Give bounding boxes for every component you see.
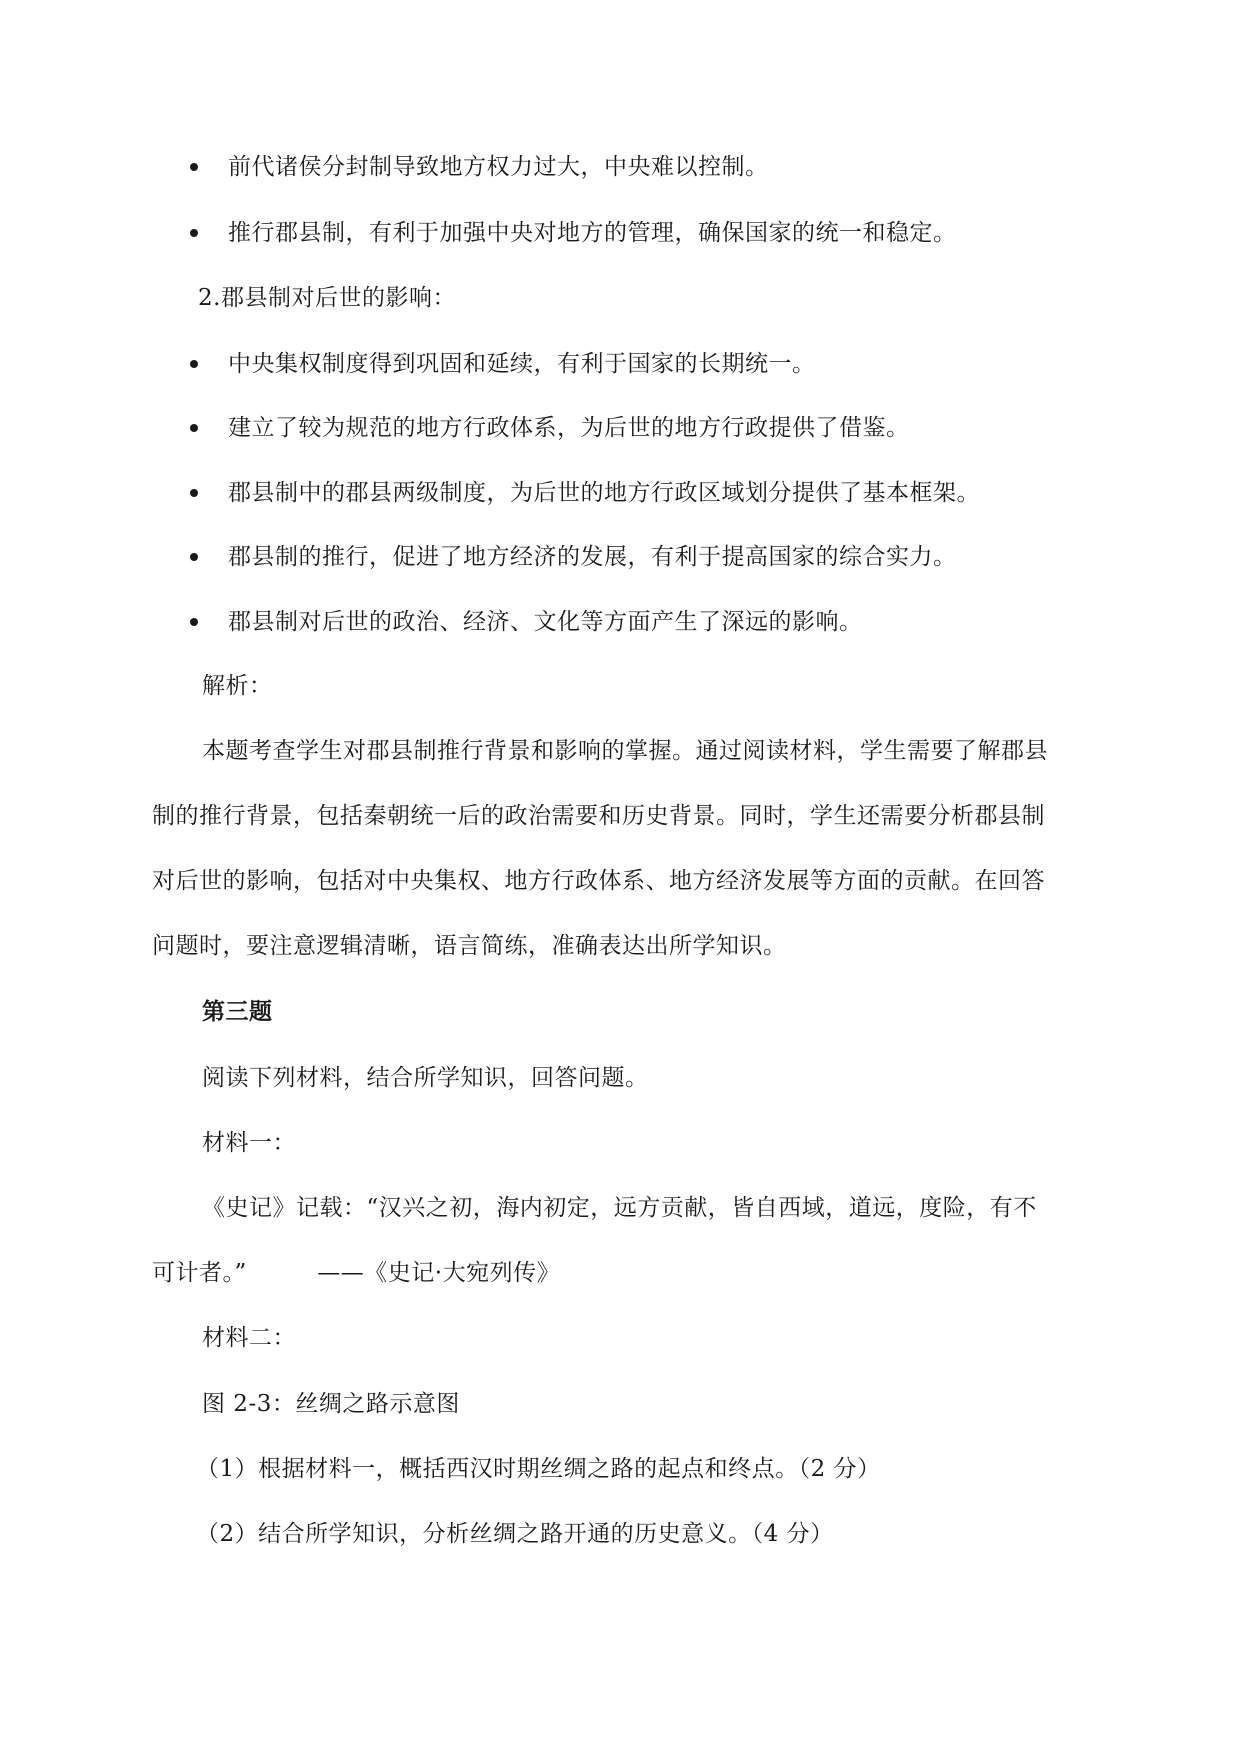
analysis-label: 解析： — [202, 673, 273, 699]
question-item: （2）结合所学知识，分析丝绸之路开通的历史意义。（4 分） — [196, 1521, 834, 1547]
bullet-icon — [190, 424, 198, 432]
question-title: 第三题 — [202, 998, 273, 1025]
material-text-line: 可计者。” ——《史记·大宛列传》 — [152, 1260, 561, 1286]
analysis-paragraph-line: 制的推行背景，包括秦朝统一后的政治需要和历史背景。同时，学生还需要分析郡县制 — [152, 803, 1045, 829]
question-intro: 阅读下列材料，结合所学知识，回答问题。 — [202, 1065, 649, 1091]
bullet-icon — [190, 618, 198, 626]
list-item-text: 建立了较为规范的地方行政体系，为后世的地方行政提供了借鉴。 — [228, 415, 910, 441]
analysis-paragraph-line: 本题考查学生对郡县制推行背景和影响的掌握。通过阅读材料，学生需要了解郡县 — [202, 738, 1048, 764]
list-item-text: 郡县制对后世的政治、经济、文化等方面产生了深远的影响。 — [228, 609, 863, 635]
bullet-icon — [190, 489, 198, 497]
list-item-text: 推行郡县制，有利于加强中央对地方的管理，确保国家的统一和稳定。 — [228, 220, 957, 246]
bullet-icon — [190, 163, 198, 171]
analysis-paragraph-line: 问题时，要注意逻辑清晰，语言简练，准确表达出所学知识。 — [152, 933, 787, 959]
bullet-icon — [190, 360, 198, 368]
question-item: （1）根据材料一，概括西汉时期丝绸之路的起点和终点。（2 分） — [196, 1456, 881, 1482]
material-text-line: 《史记》记载：“汉兴之初，海内初定，远方贡献，皆自西域，道远，度险，有不 — [202, 1195, 1037, 1221]
bullet-icon — [190, 553, 198, 561]
material-label: 材料一： — [202, 1130, 296, 1156]
section-heading: 2.郡县制对后世的影响： — [198, 285, 456, 311]
analysis-paragraph-line: 对后世的影响，包括对中央集权、地方行政体系、地方经济发展等方面的贡献。在回答 — [152, 868, 1045, 894]
list-item-text: 郡县制中的郡县两级制度，为后世的地方行政区域划分提供了基本框架。 — [228, 480, 980, 506]
list-item-text: 中央集权制度得到巩固和延续，有利于国家的长期统一。 — [228, 351, 816, 377]
list-item-text: 前代诸侯分封制导致地方权力过大，中央难以控制。 — [228, 154, 769, 180]
figure-caption: 图 2-3：丝绸之路示意图 — [202, 1391, 460, 1417]
list-item-text: 郡县制的推行，促进了地方经济的发展，有利于提高国家的综合实力。 — [228, 544, 957, 570]
material-label: 材料二： — [202, 1325, 296, 1351]
bullet-icon — [190, 229, 198, 237]
